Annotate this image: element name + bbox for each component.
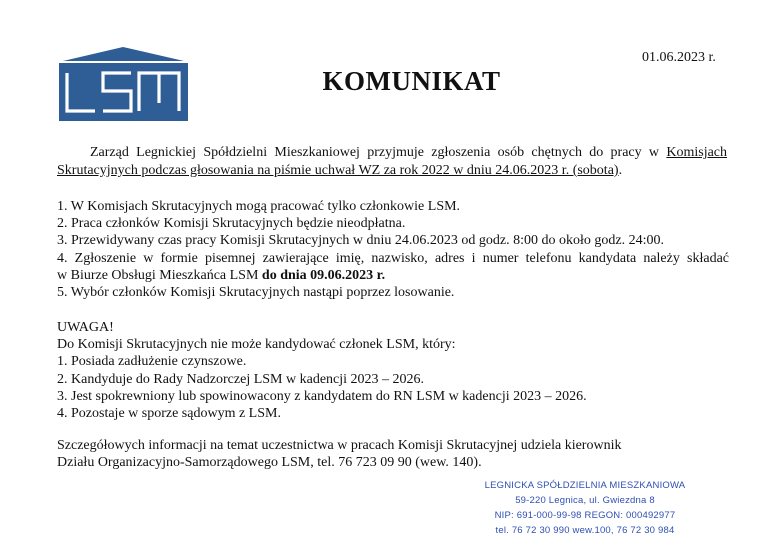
rule-item-1: 1. W Komisjach Skrutacyjnych mogą pracować tylko członkowie LSM. [57,199,461,214]
rule-item-4-text: w Biurze Obsługi Mieszkańca LSM [57,267,262,283]
warning-item-1: 1. Posiada zadłużenie czynszowe. [57,354,247,370]
stamp-line-1: LEGNICKA SPÓŁDZIELNIA MIESZKANIOWA [484,480,686,491]
rule-item-4-line2 [57,267,729,284]
rule-item-5: 5. Wybór członków Komisji Skrutacyjnych nastąpi poprzez losowanie. [57,285,455,301]
intro-underlined: Komisjach Skrutacyjnych podczas głosowania na piśmie uchwał WZ za rok 2022 w dniu 24.06.2023 r. (sobota) [57,145,728,178]
details-line-1: Szczegółowych informacji na temat uczestnictwa w pracach Komisji Skrutacyjnej udziela kierownik [57,438,622,453]
warning-item-3: 3. Jest spokrewniony lub spowinowacony z kandydatem do RN LSM w kadencji 2023 – 2026. [57,388,587,404]
rule-item-4-deadline: do dnia 09.06.2023 r. [261,267,386,283]
stamp-line-3: NIP: 691-000-99-98 REGON: 000492977 [494,510,676,521]
warning-heading: UWAGA! [57,320,114,335]
warning-item-2: 2. Kandyduje do Rady Nadzorczej LSM w kadencji 2023 – 2026. [57,371,425,387]
intro-end: . [618,163,623,178]
rule-item-2: 2. Praca członków Komisji Skrutacyjnych będzie nieodpłatna. [57,216,406,232]
document-date: 01.06.2023 r. [642,50,716,65]
logo-roof [63,47,184,61]
warning-lead: Do Komisji Skrutacyjnych nie może kandydować członek LSM, który: [57,337,456,353]
stamp-line-4: tel. 76 72 30 990 wew.100, 76 72 30 984 [495,525,675,536]
rule-item-3: 3. Przewidywany czas pracy Komisji Skrutacyjnych w dniu 24.06.2023 od godz. 8:00 do około godz. 24:00. [57,233,664,249]
warning-item-4: 4. Pozostaje w sporze sądowym z LSM. [57,406,281,422]
intro-paragraph [57,144,727,180]
stamp-line-2: 59-220 Legnica, ul. Gwiezdna 8 [515,495,655,506]
details-section [57,437,729,471]
page-title: KOMUNIKAT [322,66,501,96]
rules-list [57,198,729,301]
organization-stamp [470,478,700,538]
intro-text: Zarząd Legnickiej Spółdzielni Mieszkaniowej przyjmuje zgłoszenia osób chętnych do pracy w [90,145,660,160]
details-line-2: Działu Organizacyjno-Samorządowego LSM, tel. 76 723 09 90 (wew. 140). [57,455,482,471]
warning-section [57,319,729,422]
rule-item-4-line1: 4. Zgłoszenie w formie pisemnej zawierające imię, nazwisko, adres i numer telefonu kandydata należy składać [57,250,729,266]
